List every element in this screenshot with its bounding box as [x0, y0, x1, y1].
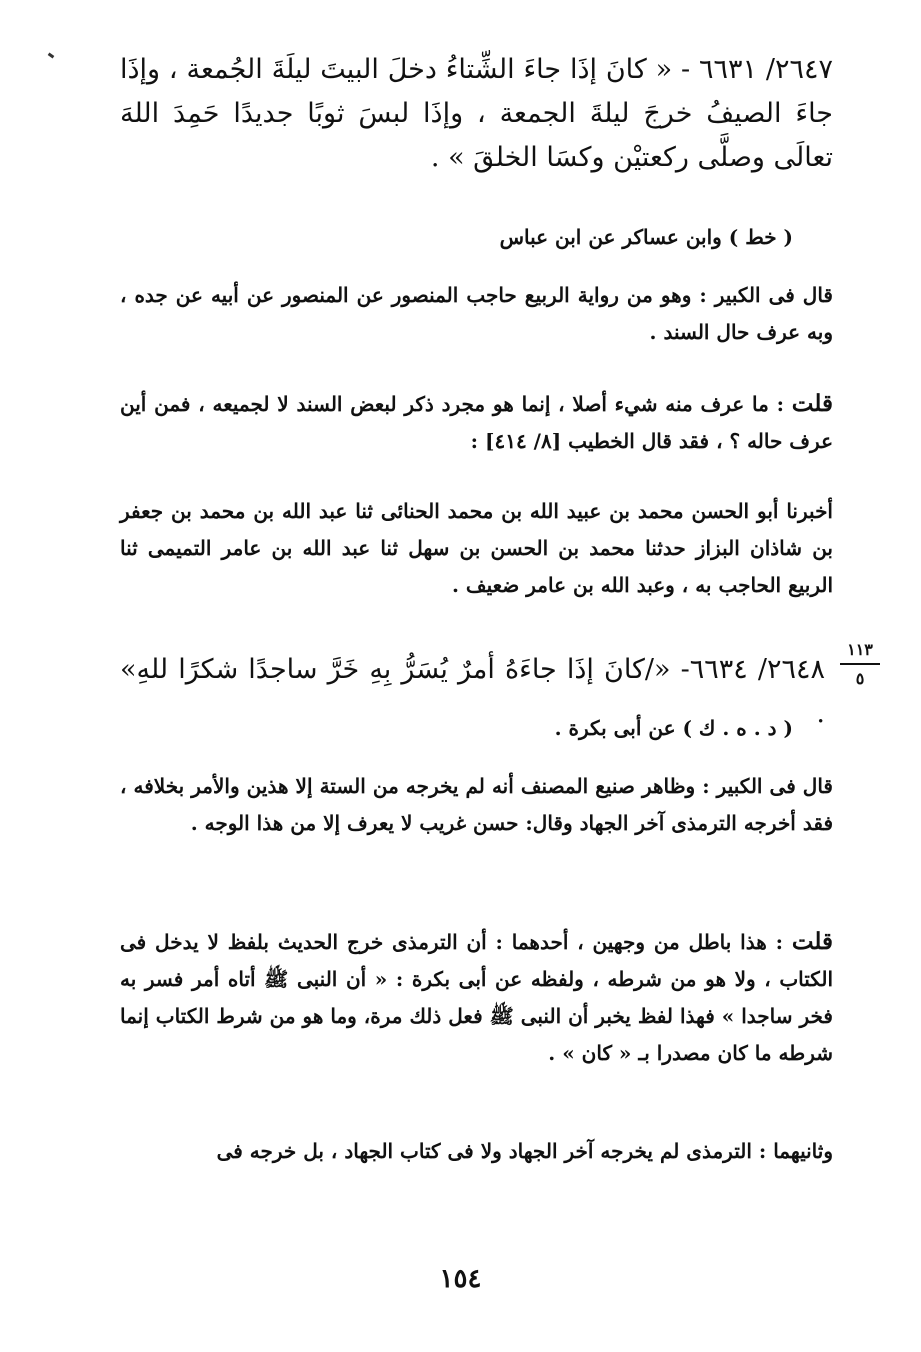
commentary-text: قال فى الكبير : وهو من رواية الربيع حاجب المنصور عن المنصور عن أبيه عن جده ، وبه عرف حال السند . [120, 283, 833, 344]
page-number: ١٥٤ [439, 1264, 482, 1294]
continuation-text: وثانيهما : الترمذى لم يخرجه آخر الجهاد ولا فى كتاب الجهاد ، بل خرجه فى [216, 1139, 833, 1163]
reply-text: : ما عرف منه شيء أصلا ، إنما هو مجرد ذكر لبعض السند لا لجميعه ، فمن أين عرف حاله ؟ ، فقد قال الخطيب [٨/ ٤١٤] : [120, 392, 833, 453]
hadith-source [120, 222, 833, 252]
reply-paragraph [120, 923, 833, 1072]
source-text: ( خط ) وابن عساكر عن ابن عباس [499, 225, 793, 249]
margin-note-divider [840, 663, 880, 665]
continuation-paragraph [120, 1133, 833, 1170]
hadith-text: ٢٦٤٧/ ٦٦٣١ - « كانَ إذَا جاءَ الشِّتاءُ دخلَ البيتَ ليلَةَ الجُمعة ، وإذَا جاءَ الصيفُ خرجَ ليلةَ الجمعة ، وإذَا لبسَ ثوبًا جديدًا حَمِدَ اللهَ تعالَى وصلَّى ركعتيْن وكسَا الخلقَ » . [120, 54, 833, 173]
source-text: ( د . ه . ك ) عن أبى بكرة . [554, 716, 793, 740]
isnad-text: أخبرنا أبو الحسن محمد بن عبيد الله بن محمد الحنائى ثنا عبد الله بن محمد بن جعفر بن شاذان البزاز حدثنا محمد بن الحسن بن سهل ثنا عبد الله بن عامر التميمى ثنا الربيع الحاجب به ، وعبد الله بن عامر ضعيف . [120, 499, 833, 597]
hadith-entry-2647 [120, 48, 833, 188]
margin-note-bottom: ٥ [855, 669, 865, 688]
margin-note [840, 640, 880, 689]
reply-label: قلت [791, 928, 834, 955]
commentary-text: قال فى الكبير : وظاهر صنيع المصنف أنه لم يخرجه من الستة إلا هذين والأمر بخلافه ، فقد أخرجه الترمذى آخر الجهاد وقال: حسن غريب لا يعرف إلا من هذا الوجه . [120, 774, 833, 835]
margin-note-top: ١١٣ [847, 640, 873, 659]
commentary-paragraph [120, 768, 833, 842]
reply-paragraph [120, 385, 833, 460]
hadith-source [120, 713, 833, 743]
isnad-paragraph [120, 493, 833, 604]
hadith-text: ٢٦٤٨/ ٦٦٣٤- «/كانَ إذَا جاءَهُ أمرٌ يُسَرُّ بِهِ خَرَّ ساجدًا شكرًا للهِ» . [120, 654, 825, 729]
scan-mark [48, 53, 55, 59]
commentary-paragraph [120, 277, 833, 351]
reply-text: : هذا باطل من وجهين ، أحدهما : أن الترمذى خرج الحديث بلفظ لا يدخل فى الكتاب ، ولا هو من شرطه ، ولفظه عن أبى بكرة : « أن النبى ﷺ أتاه أمر فسر به فخر ساجدا » فهذا لفظ يخبر أن النبى ﷺ فعل ذلك مرة، وما هو من شرط الكتاب إنما شرطه ما كان مصدرا بـ « كان » . [120, 930, 833, 1065]
reply-label: قلت [791, 390, 833, 417]
